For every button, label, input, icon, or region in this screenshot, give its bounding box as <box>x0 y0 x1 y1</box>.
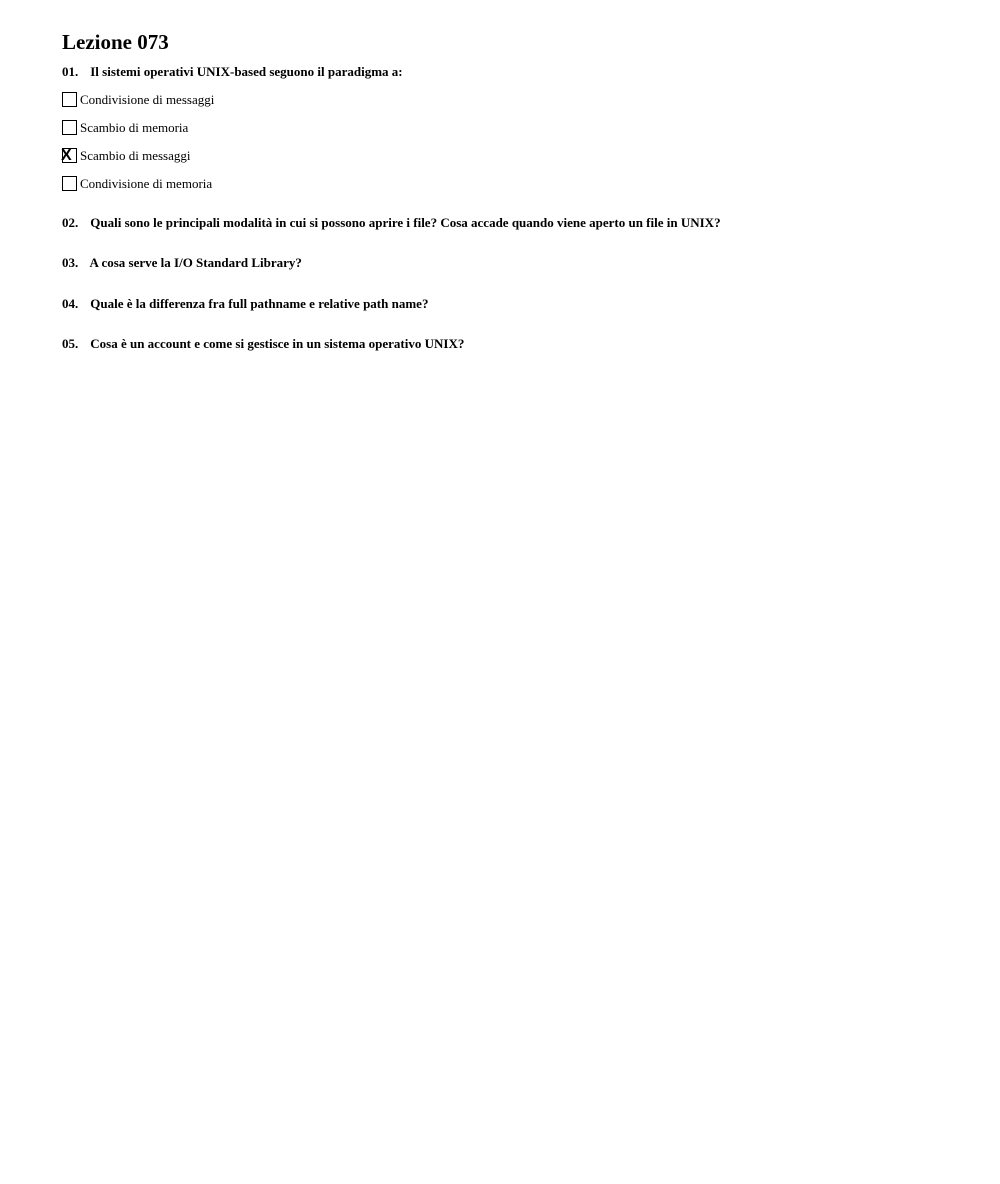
checkbox-checked[interactable] <box>62 148 77 163</box>
option-label: Scambio di memoria <box>80 120 189 135</box>
question-text: Il sistemi operativi UNIX-based seguono il paradigma a: <box>90 64 403 79</box>
checkbox-unchecked[interactable] <box>62 176 77 191</box>
question-number: 02. <box>62 215 79 230</box>
question-number: 01. <box>62 64 79 79</box>
checkbox-unchecked[interactable] <box>62 120 77 135</box>
option-label: Condivisione di memoria <box>80 176 213 191</box>
question-01 <box>62 64 403 80</box>
question-text: A cosa serve la I/O Standard Library? <box>89 255 302 270</box>
question-number: 03. <box>62 255 79 270</box>
option-label: Condivisione di messaggi <box>80 92 215 107</box>
question-number: 05. <box>62 336 79 351</box>
question-number: 04. <box>62 296 79 311</box>
question-text: Cosa è un account e come si gestisce in un sistema operativo UNIX? <box>90 336 465 351</box>
question-02 <box>62 215 721 231</box>
question-text: Quale è la differenza fra full pathname e relative path name? <box>90 296 429 311</box>
option-label: Scambio di messaggi <box>80 148 191 163</box>
question-04 <box>62 296 428 312</box>
question-05 <box>62 336 464 352</box>
check-mark-x-icon: X <box>61 147 72 164</box>
page-title: Lezione 073 <box>62 30 169 54</box>
question-text: Quali sono le principali modalità in cui si possono aprire i file? Cosa accade quando viene aperto un file in UNIX? <box>90 215 721 230</box>
checkbox-unchecked[interactable] <box>62 92 77 107</box>
question-03 <box>62 255 302 271</box>
